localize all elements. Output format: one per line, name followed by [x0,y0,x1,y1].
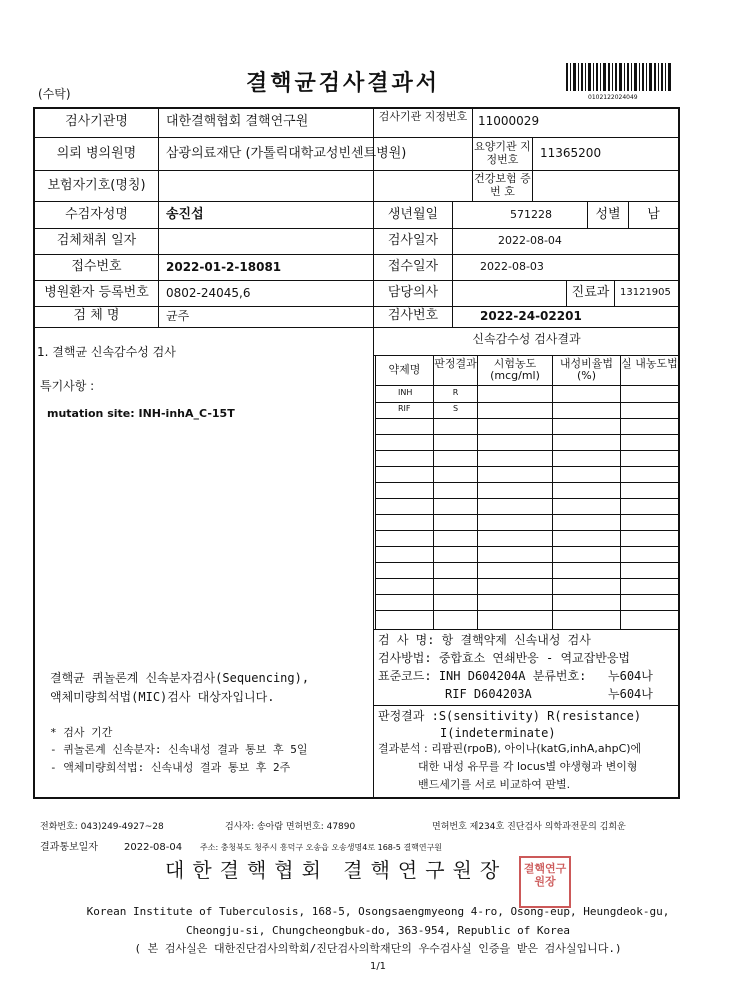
seal-text: 결핵연구원장 [523,862,567,888]
sex-label: 성별 [595,207,621,222]
test-date-label: 검사일자 [387,233,439,248]
notice-date-value: 2022-08-04 [124,842,183,853]
table-row-line [375,482,678,483]
method-code-2: RIF D604203A [445,687,532,701]
accept-date-value: 2022-08-03 [480,260,544,273]
table-row-line [375,466,678,467]
address: 주소: 충청북도 청주시 흥덕구 오송읍 오송생명4로 168-5 결핵연구원 [200,843,443,852]
english-address-1: Korean Institute of Tuberculosis, 168-5, Osongsaengmyeong 4-ro, Osong-eup, Heungdeok-gu, [86,905,670,918]
examiner-info: 검사자: 송아람 면허번호: 47890 [225,822,356,832]
accept-date-label: 접수일자 [387,259,439,274]
collect-date-label: 검체채취 일자 [56,233,137,248]
patient-label: 수검자성명 [65,207,128,222]
table-row-line [375,498,678,499]
dob-value: 571228 [510,208,552,221]
institute-name: 대한결핵협회 결핵연구원장 [165,858,508,882]
insurer-label: 보험자기호(명칭) [47,178,146,193]
exam-no-value: 2022-24-02201 [480,309,582,323]
lab-value: 대한결핵협회 결핵연구원 [166,114,309,129]
receipt-mark: (수탁) [38,87,71,101]
form-bottom-border [33,797,680,799]
period-line-2: - 액체미량희석법: 신속내성 결과 통보 후 2주 [50,761,291,774]
judgement-line-1: 판정결과 :S(sensitivity) R(resistance) [378,709,642,723]
accept-no-value: 2022-01-2-18081 [166,260,282,274]
left-heading: 1. 결핵균 신속감수성 검사 [37,345,176,359]
department-value: 13121905 [620,287,671,298]
doctor-label: 담당의사 [387,285,439,300]
col-drug-header: 약제명 [388,363,421,376]
special-notes-label: 특기사항 : [40,379,95,393]
lab-no-value: 11000029 [478,114,540,128]
col-concentration-header: 시험농도(mcg/ml) [490,357,540,382]
analysis-line-2: 대한 내성 유무를 각 locus별 야생형과 변이형 [418,760,638,773]
body-divider [373,327,374,797]
table-row-line [375,530,678,531]
period-title: * 검사 기간 [50,726,113,739]
table-row-result: S [452,404,459,413]
method-class-2: 누604나 [608,687,653,701]
method-test-name: 검 사 명: 항 결핵약제 신속내성 검사 [378,633,591,647]
method-procedure: 검사방법: 중합효소 연쇄반응 - 역교잡반응법 [378,651,631,665]
barcode-icon [566,63,674,97]
certification-note: ( 본 검사실은 대한진단검사의학회/진단검사의학재단의 우수검사실 인증을 받은 검사실입니다.) [134,942,622,955]
table-row-line [375,594,678,595]
license-info: 면허번호 제234호 진단검사 의학과전문의 김희운 [432,822,626,832]
exam-no-label: 검사번호 [387,308,439,323]
table-row-line [375,562,678,563]
certificate-label: 건강보험 증 번 호 [474,172,531,198]
requester-no-label: 요양기관 지정번호 [474,140,531,166]
english-address-2: Cheongju-si, Chungcheongbuk-do, 363-954, Republic of Korea [185,924,571,937]
table-row-drug: RIF [398,404,411,413]
table-row-line [375,402,678,403]
note-line-2: 액체미량희석법(MIC)검사 대상자입니다. [50,690,275,704]
method-code-1: 표준코드: INH D604204A 분류번호: [378,669,587,683]
table-row-line [375,450,678,451]
analysis-line-3: 밴드세기를 서로 비교하여 판별. [418,778,571,791]
mutation-site: mutation site: INH-inhA_C-15T [47,407,235,420]
table-row-line [375,418,678,419]
hospital-no-label: 병원환자 등록번호 [44,285,149,300]
col-result-header: 판정결과 [434,357,477,370]
table-row-result: R [452,388,459,397]
judgement-line-2: I(indeterminate) [440,726,556,740]
department-label: 진료과 [571,285,610,300]
page-number: 1/1 [369,961,387,972]
requester-value: 삼광의료재단 (가톨릭대학교성빈센트병원) [166,146,407,161]
method-divider [374,705,679,706]
rapid-table-title: 신속감수성 검사결과 [472,332,581,346]
hospital-no-value: 0802-24045,6 [166,286,251,300]
requester-label: 의뢰 병의원명 [56,146,137,161]
lab-label: 검사기관명 [65,114,128,129]
notice-date-label: 결과통보일자 [40,842,98,853]
specimen-label: 검 체 명 [73,308,120,323]
accept-no-label: 접수번호 [71,259,122,274]
note-line-1: 결핵균 퀴놀론계 신속분자검사(Sequencing), [50,671,310,685]
col-proportion-header: 내성비율법(%) [559,357,614,382]
lab-no-label: 검사기관 지정번호 [378,110,468,123]
dob-label: 생년월일 [387,207,439,222]
test-date-value: 2022-08-04 [498,234,562,247]
period-line-1: - 퀴놀론계 신속분자: 신속내성 결과 통보 후 5일 [50,743,308,756]
page-title: 결핵균검사결과서 [246,71,441,96]
requester-no-value: 11365200 [540,146,602,160]
patient-name: 송진섭 [166,207,204,222]
col-dilution-header: 실 내농도법 [621,357,678,370]
table-row-drug: INH [398,388,413,397]
official-seal-icon [519,856,571,908]
analysis-line-1: 결과분석 : 리팜핀(rpoB), 아이나(katG,inhA,ahpC)에 [378,742,642,755]
table-row-line [375,514,678,515]
method-class-1: 누604나 [608,669,653,683]
phone-number: 전화번호: 043)249-4927~28 [40,822,164,832]
table-row-line [375,434,678,435]
table-row-line [375,546,678,547]
sex-value: 남 [647,207,660,222]
specimen-value: 균주 [166,309,190,323]
barcode-number: 0102122024049 [588,94,638,101]
table-row-line [375,610,678,611]
table-row-line [375,578,678,579]
